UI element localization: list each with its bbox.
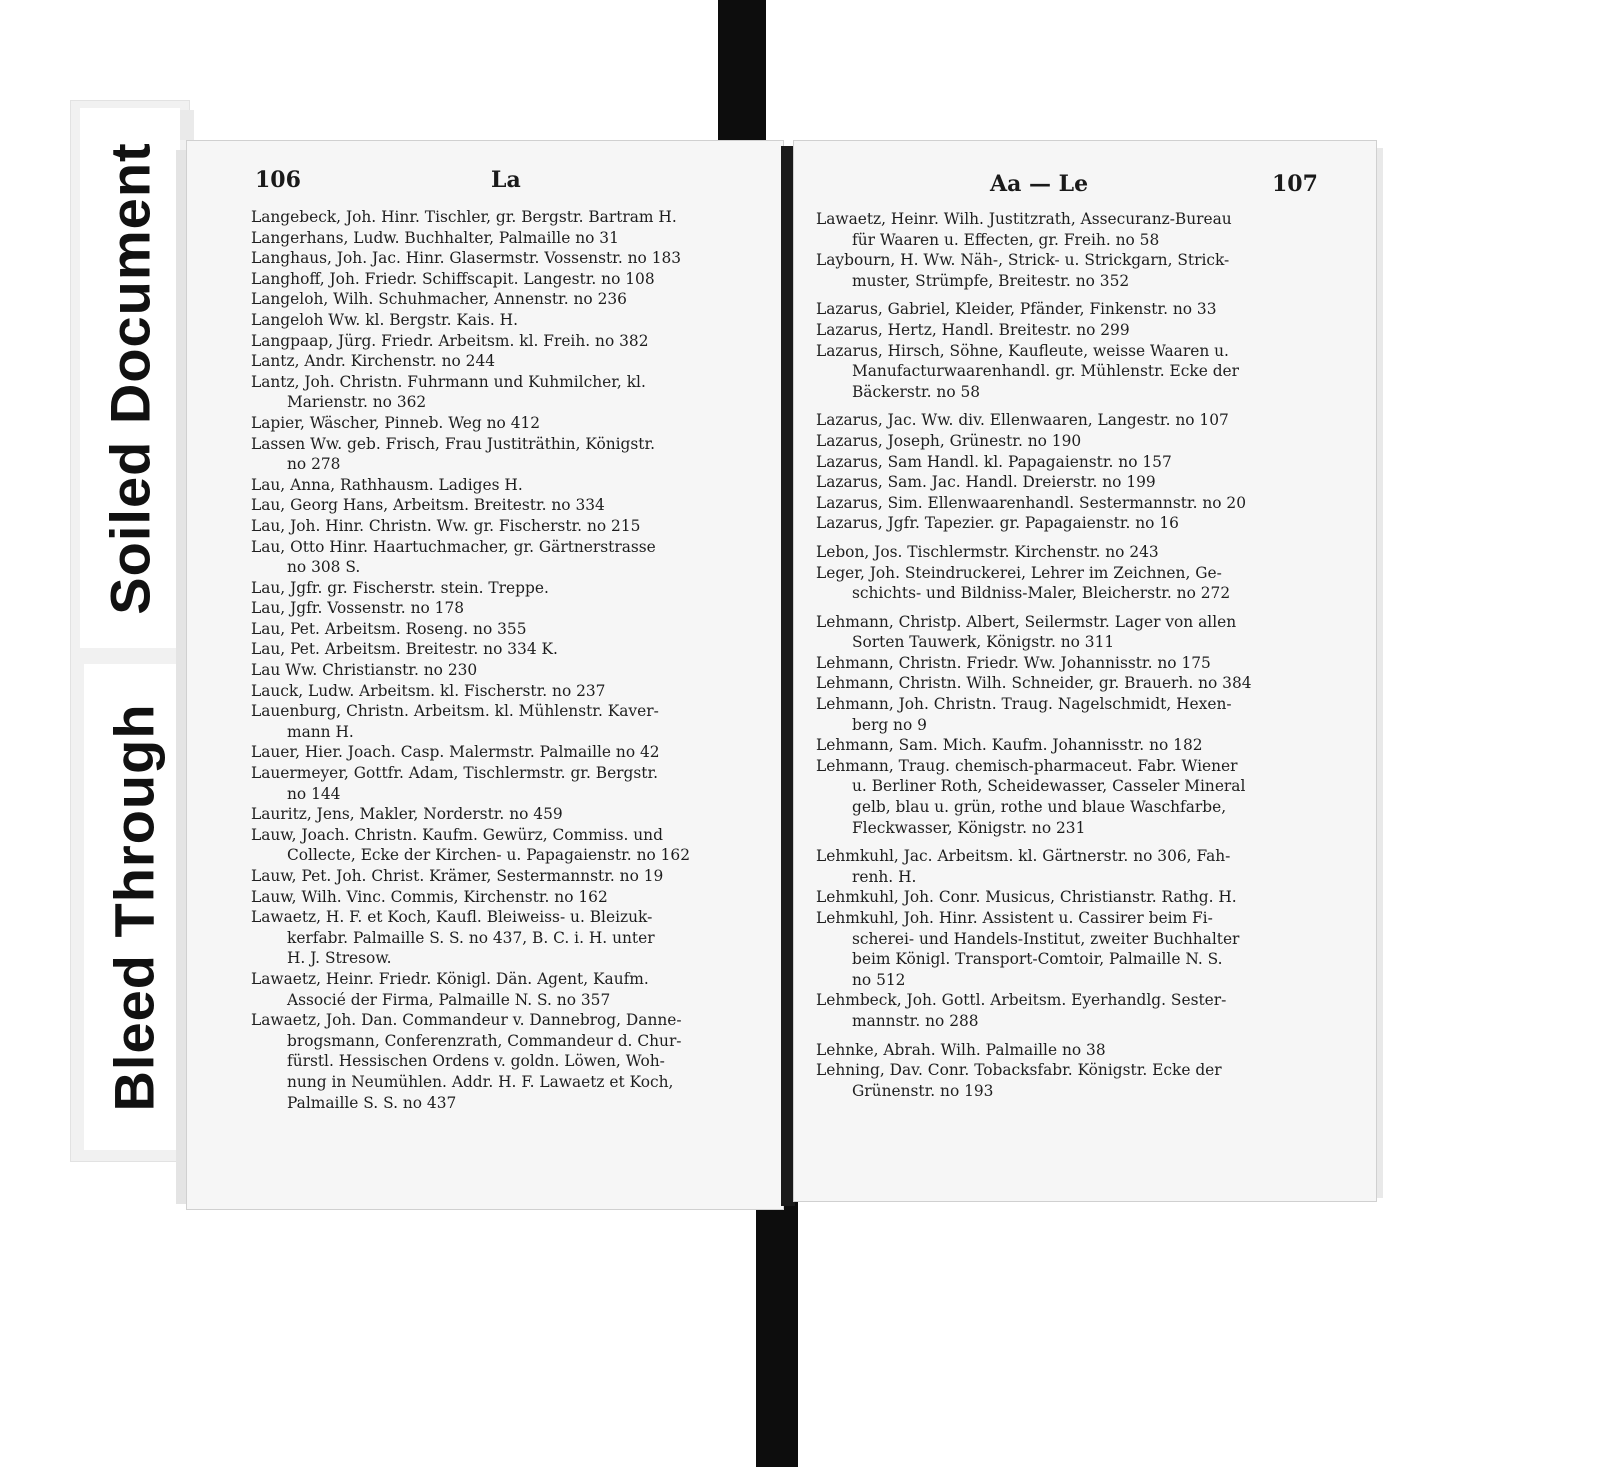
directory-entry bbox=[251, 248, 751, 269]
entry-line: Lazarus, Sam. Jac. Handl. Dreierstr. no 199 bbox=[816, 473, 1156, 492]
entry-line: no 308 S. bbox=[287, 558, 361, 577]
entry-line: brogsmann, Conferenzrath, Commandeur d. Chur- bbox=[287, 1031, 682, 1050]
running-head-left: La bbox=[491, 167, 521, 193]
directory-entry bbox=[251, 598, 751, 619]
directory-entry bbox=[251, 372, 751, 413]
entry-line: mann H. bbox=[287, 722, 354, 741]
entry-line: Lassen Ww. geb. Frisch, Frau Justiträthin, Königstr. bbox=[251, 434, 656, 453]
directory-entry bbox=[251, 887, 751, 908]
entry-line: Marienstr. no 362 bbox=[287, 393, 427, 412]
directory-entry bbox=[251, 269, 751, 290]
directory-entry bbox=[816, 1040, 1336, 1061]
entry-line: no 278 bbox=[287, 455, 341, 474]
entry-line: Manufacturwaarenhandl. gr. Mühlenstr. Ecke der bbox=[852, 362, 1240, 381]
entry-line: muster, Strümpfe, Breitestr. no 352 bbox=[852, 271, 1130, 290]
entry-line: Lazarus, Hertz, Handl. Breitestr. no 299 bbox=[816, 320, 1130, 339]
entry-line: Lehmkuhl, Joh. Conr. Musicus, Christianstr. Rathg. H. bbox=[816, 888, 1237, 907]
entry-line: Lehnke, Abrah. Wilh. Palmaille no 38 bbox=[816, 1040, 1106, 1059]
entry-line: Lau, Pet. Arbeitsm. Roseng. no 355 bbox=[251, 619, 527, 638]
entry-line: schichts- und Bildniss-Maler, Bleicherstr. no 272 bbox=[852, 584, 1231, 603]
entry-line: Lehmann, Christn. Wilh. Schneider, gr. Brauerh. no 384 bbox=[816, 674, 1252, 693]
entry-line: Lehmann, Sam. Mich. Kaufm. Johannisstr. no 182 bbox=[816, 736, 1203, 755]
directory-entry bbox=[251, 578, 751, 599]
directory-entry bbox=[816, 513, 1336, 534]
entry-line: Lehmann, Joh. Christn. Traug. Nagelschmidt, Hexen- bbox=[816, 695, 1232, 714]
directory-entry bbox=[816, 694, 1336, 735]
entry-line: Palmaille S. S. no 437 bbox=[287, 1093, 457, 1112]
directory-entry bbox=[816, 493, 1336, 514]
entry-line: Lehmann, Traug. chemisch-pharmaceut. Fabr. Wiener bbox=[816, 756, 1238, 775]
entry-line: Lauritz, Jens, Makler, Norderstr. no 459 bbox=[251, 805, 563, 824]
entry-line: Lazarus, Jgfr. Tapezier. gr. Papagaienstr. no 16 bbox=[816, 514, 1179, 533]
entry-line: Lazarus, Joseph, Grünestr. no 190 bbox=[816, 431, 1082, 450]
entry-line: u. Berliner Roth, Scheidewasser, Casseler Mineral bbox=[852, 777, 1246, 796]
entry-list-right bbox=[816, 209, 1336, 1101]
directory-entry bbox=[816, 887, 1336, 908]
entry-line: Lapier, Wäscher, Pinneb. Weg no 412 bbox=[251, 413, 541, 432]
binding-strip-bottom bbox=[756, 1202, 798, 1467]
entry-line: Langpaap, Jürg. Friedr. Arbeitsm. kl. Freih. no 382 bbox=[251, 331, 649, 350]
directory-entry bbox=[251, 660, 751, 681]
directory-entry bbox=[251, 475, 751, 496]
entry-line: Sorten Tauwerk, Königstr. no 311 bbox=[852, 633, 1115, 652]
entry-line: Associé der Firma, Palmaille N. S. no 357 bbox=[287, 990, 611, 1009]
entry-line: mannstr. no 288 bbox=[852, 1011, 979, 1030]
entry-line: Lantz, Andr. Kirchenstr. no 244 bbox=[251, 352, 496, 371]
entry-line: Lehning, Dav. Conr. Tobacksfabr. Königstr. Ecke der bbox=[816, 1061, 1222, 1080]
page-number-right: 107 bbox=[1272, 171, 1318, 197]
directory-entry bbox=[816, 1060, 1336, 1101]
entry-line: Lauw, Wilh. Vinc. Commis, Kirchenstr. no 162 bbox=[251, 887, 608, 906]
directory-entry bbox=[251, 619, 751, 640]
entry-line: Lazarus, Sim. Ellenwaarenhandl. Sestermannstr. no 20 bbox=[816, 493, 1247, 512]
directory-entry bbox=[251, 331, 751, 352]
directory-entry bbox=[251, 681, 751, 702]
directory-entry bbox=[251, 639, 751, 660]
soiled-document-label bbox=[80, 108, 180, 648]
entry-line: renh. H. bbox=[852, 867, 917, 886]
entry-line: Lehmkuhl, Jac. Arbeitsm. kl. Gärtnerstr. no 306, Fah- bbox=[816, 847, 1231, 866]
entry-line: beim Königl. Transport-Comtoir, Palmaille N. S. bbox=[852, 950, 1223, 969]
entry-line: Langeloh, Wilh. Schuhmacher, Annenstr. no 236 bbox=[251, 290, 627, 309]
binding-strip-top bbox=[718, 0, 766, 150]
directory-entry bbox=[816, 341, 1336, 403]
directory-entry bbox=[816, 563, 1336, 604]
right-page bbox=[793, 140, 1377, 1202]
entry-line: Grünenstr. no 193 bbox=[852, 1081, 994, 1100]
entry-line: Bäckerstr. no 58 bbox=[852, 382, 981, 401]
entry-line: kerfabr. Palmaille S. S. no 437, B. C. i. H. unter bbox=[287, 928, 655, 947]
entry-line: H. J. Stresow. bbox=[287, 949, 392, 968]
entry-line: berg no 9 bbox=[852, 715, 927, 734]
entry-line: Lawaetz, Heinr. Wilh. Justitzrath, Assecuranz-Bureau bbox=[816, 210, 1232, 228]
directory-entry bbox=[816, 452, 1336, 473]
entry-line: Lau, Joh. Hinr. Christn. Ww. gr. Fischerstr. no 215 bbox=[251, 516, 641, 535]
entry-line: Lehmkuhl, Joh. Hinr. Assistent u. Cassirer beim Fi- bbox=[816, 909, 1213, 927]
directory-entry bbox=[251, 351, 751, 372]
directory-entry bbox=[816, 756, 1336, 838]
entry-line: Leger, Joh. Steindruckerei, Lehrer im Zeichnen, Ge- bbox=[816, 563, 1222, 582]
entry-line: Lawaetz, Joh. Dan. Commandeur v. Dannebrog, Danne- bbox=[251, 1011, 682, 1030]
directory-entry bbox=[251, 742, 751, 763]
left-page bbox=[186, 140, 784, 1210]
entry-line: Lehmann, Christn. Friedr. Ww. Johannisstr. no 175 bbox=[816, 653, 1211, 672]
directory-entry bbox=[816, 431, 1336, 452]
directory-entry bbox=[816, 209, 1336, 250]
entry-line: Langebeck, Joh. Hinr. Tischler, gr. Bergstr. Bartram H. bbox=[251, 208, 677, 226]
bleed-through-label bbox=[84, 664, 184, 1150]
entry-line: Lawaetz, H. F. et Koch, Kaufl. Bleiweiss- u. Bleizuk- bbox=[251, 908, 653, 927]
directory-entry bbox=[251, 1010, 751, 1113]
directory-entry bbox=[251, 516, 751, 537]
entry-line: Fleckwasser, Königstr. no 231 bbox=[852, 818, 1086, 837]
directory-entry bbox=[816, 908, 1336, 990]
directory-entry bbox=[251, 701, 751, 742]
entry-line: Lazarus, Sam Handl. kl. Papagaienstr. no 157 bbox=[816, 452, 1172, 471]
directory-entry bbox=[816, 846, 1336, 887]
entry-line: nung in Neumühlen. Addr. H. F. Lawaetz et Koch, bbox=[287, 1072, 674, 1091]
directory-entry bbox=[816, 410, 1336, 431]
directory-entry bbox=[816, 673, 1336, 694]
entry-line: no 512 bbox=[852, 970, 906, 989]
soiled-document-text: Soiled Document bbox=[98, 141, 162, 615]
directory-entry bbox=[251, 289, 751, 310]
entry-line: Lau, Otto Hinr. Haartuchmacher, gr. Gärtnerstrasse bbox=[251, 537, 656, 556]
page-number-left: 106 bbox=[255, 167, 301, 193]
directory-entry bbox=[251, 866, 751, 887]
entry-line: Lauw, Joach. Christn. Kaufm. Gewürz, Commiss. und bbox=[251, 825, 663, 844]
entry-line: no 144 bbox=[287, 784, 341, 803]
entry-line: Lebon, Jos. Tischlermstr. Kirchenstr. no 243 bbox=[816, 542, 1159, 561]
entry-line: Lehmbeck, Joh. Gottl. Arbeitsm. Eyerhandlg. Sester- bbox=[816, 991, 1227, 1010]
directory-entry bbox=[251, 763, 751, 804]
directory-entry bbox=[816, 299, 1336, 320]
entry-line: Laybourn, H. Ww. Näh-, Strick- u. Strickgarn, Strick- bbox=[816, 251, 1230, 270]
entry-line: Lehmann, Christp. Albert, Seilermstr. Lager von allen bbox=[816, 612, 1237, 631]
entry-line: Lau, Georg Hans, Arbeitsm. Breitestr. no 334 bbox=[251, 496, 605, 515]
directory-entry bbox=[251, 228, 751, 249]
entry-list-left bbox=[251, 207, 751, 1113]
running-head-right: Aa — Le bbox=[990, 171, 1089, 197]
directory-entry bbox=[251, 495, 751, 516]
entry-line: Lantz, Joh. Christn. Fuhrmann und Kuhmilcher, kl. bbox=[251, 372, 646, 391]
entry-line: fürstl. Hessischen Ordens v. goldn. Löwen, Woh- bbox=[287, 1052, 665, 1071]
entry-line: Langeloh Ww. kl. Bergstr. Kais. H. bbox=[251, 310, 518, 329]
directory-entry bbox=[251, 825, 751, 866]
entry-line: Lawaetz, Heinr. Friedr. Königl. Dän. Agent, Kaufm. bbox=[251, 969, 649, 988]
directory-entry bbox=[251, 969, 751, 1010]
directory-entry bbox=[251, 907, 751, 969]
entry-line: Lauw, Pet. Joh. Christ. Krämer, Sestermannstr. no 19 bbox=[251, 867, 664, 885]
directory-entry bbox=[816, 735, 1336, 756]
tab-notch bbox=[180, 110, 194, 140]
directory-entry bbox=[251, 207, 751, 228]
entry-line: Lau, Anna, Rathhausm. Ladiges H. bbox=[251, 475, 523, 494]
directory-entry bbox=[816, 542, 1336, 563]
entry-line: Lazarus, Gabriel, Kleider, Pfänder, Finkenstr. no 33 bbox=[816, 300, 1217, 319]
entry-line: Langerhans, Ludw. Buchhalter, Palmaille no 31 bbox=[251, 228, 619, 247]
directory-entry bbox=[816, 472, 1336, 493]
directory-entry bbox=[251, 310, 751, 331]
entry-line: Lauenburg, Christn. Arbeitsm. kl. Mühlenstr. Kaver- bbox=[251, 702, 659, 721]
entry-line: Lau, Jgfr. Vossenstr. no 178 bbox=[251, 599, 465, 618]
entry-line: Lau Ww. Christianstr. no 230 bbox=[251, 661, 478, 680]
entry-line: Collecte, Ecke der Kirchen- u. Papagaienstr. no 162 bbox=[287, 846, 691, 865]
directory-entry bbox=[251, 413, 751, 434]
entry-line: Lau, Pet. Arbeitsm. Breitestr. no 334 K. bbox=[251, 640, 558, 659]
entry-line: für Waaren u. Effecten, gr. Freih. no 58 bbox=[852, 230, 1160, 249]
directory-entry bbox=[816, 612, 1336, 653]
entry-line: Lazarus, Hirsch, Söhne, Kaufleute, weisse Waaren u. bbox=[816, 341, 1229, 360]
directory-entry bbox=[251, 537, 751, 578]
directory-entry bbox=[251, 434, 751, 475]
entry-line: Lau, Jgfr. gr. Fischerstr. stein. Treppe. bbox=[251, 578, 549, 597]
entry-line: Lauck, Ludw. Arbeitsm. kl. Fischerstr. no 237 bbox=[251, 681, 606, 700]
entry-line: Lauermeyer, Gottfr. Adam, Tischlermstr. gr. Bergstr. bbox=[251, 764, 659, 783]
directory-entry bbox=[816, 320, 1336, 341]
directory-entry bbox=[816, 653, 1336, 674]
directory-entry bbox=[816, 250, 1336, 291]
entry-line: Lauer, Hier. Joach. Casp. Malermstr. Palmaille no 42 bbox=[251, 743, 660, 762]
entry-line: Langhaus, Joh. Jac. Hinr. Glasermstr. Vossenstr. no 183 bbox=[251, 249, 682, 268]
bleed-through-text: Bleed Through bbox=[102, 702, 166, 1112]
entry-line: Lazarus, Jac. Ww. div. Ellenwaaren, Langestr. no 107 bbox=[816, 411, 1229, 430]
directory-entry bbox=[251, 804, 751, 825]
directory-entry bbox=[816, 990, 1336, 1031]
entry-line: scherei- und Handels-Institut, zweiter Buchhalter bbox=[852, 929, 1240, 948]
entry-line: Langhoff, Joh. Friedr. Schiffscapit. Langestr. no 108 bbox=[251, 269, 655, 288]
entry-line: gelb, blau u. grün, rothe und blaue Waschfarbe, bbox=[852, 798, 1227, 817]
